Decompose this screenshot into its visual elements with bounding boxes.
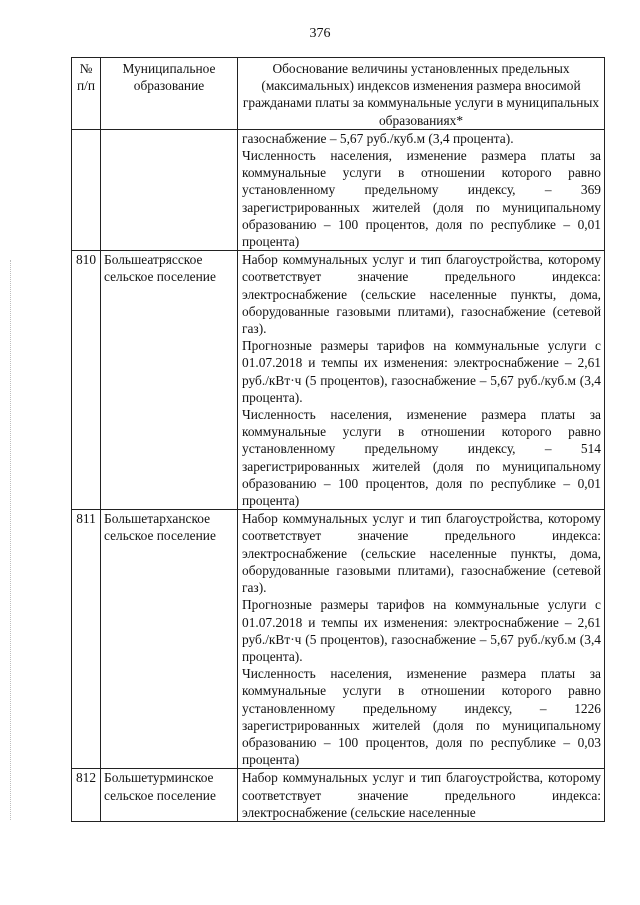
row-municipality: Большетурминское сельское поселение xyxy=(101,769,238,822)
header-justification: Обоснование величины установленных предельных (максимальных) индексов изменения размера вносимой гражданами платы за коммунальные услуги в муниципальных образованиях* xyxy=(238,58,605,130)
row-municipality: Большеатрясское сельское поселение xyxy=(101,251,238,510)
paragraph: Набор коммунальных услуг и тип благоустройства, которому соответствует значение предельного индекса: электроснабжение (сельские населенные xyxy=(242,770,601,820)
row-number xyxy=(72,129,101,250)
paragraph: газоснабжение – 5,67 руб./куб.м (3,4 процента). xyxy=(242,130,514,146)
paragraph: Набор коммунальных услуг и тип благоустройства, которому соответствует значение предельного индекса: электроснабжение (сельские населенные пункты, дома, оборудованные газовыми плитами), газоснабжение (сетевой газ). xyxy=(242,511,601,596)
paragraph: Численность населения, изменение размера платы за коммунальные услуги в отношении которого равно установленному предельному индексу, – 369 зарегистрированных жителей (доля по муниципальному образованию – 100 процентов, доля по республике – 0,01 процента) xyxy=(242,148,601,250)
row-municipality: Большетарханское сельское поселение xyxy=(101,510,238,769)
table-header-row xyxy=(72,58,605,130)
row-municipality xyxy=(101,129,238,250)
header-municipality: Муниципальное образование xyxy=(101,58,238,130)
row-justification xyxy=(238,769,605,822)
paragraph: Прогнозные размеры тарифов на коммунальные услуги с 01.07.2018 и темпы их изменения: электроснабжение – 2,61 руб./кВт·ч (5 процентов), газоснабжение – 5,67 руб./куб.м (3,4 процента). xyxy=(242,597,601,664)
page-number: 376 xyxy=(309,26,331,41)
table-row-continuation xyxy=(72,129,605,250)
table-row xyxy=(72,510,605,769)
table-row xyxy=(72,251,605,510)
row-number: 810 xyxy=(72,251,101,510)
tariff-index-table xyxy=(71,57,605,822)
row-justification xyxy=(238,251,605,510)
paragraph: Численность населения, изменение размера платы за коммунальные услуги в отношении которого равно установленному предельному индексу, – 514 зарегистрированных жителей (доля по муниципальному образованию – 100 процентов, доля по республике – 0,01 процента) xyxy=(242,407,601,509)
paragraph: Прогнозные размеры тарифов на коммунальные услуги с 01.07.2018 и темпы их изменения: электроснабжение – 2,61 руб./кВт·ч (5 процентов), газоснабжение – 5,67 руб./куб.м (3,4 процента). xyxy=(242,338,601,405)
row-justification xyxy=(238,129,605,250)
row-number: 811 xyxy=(72,510,101,769)
table-row xyxy=(72,769,605,822)
row-number: 812 xyxy=(72,769,101,822)
header-num: № п/п xyxy=(72,58,101,130)
row-justification xyxy=(238,510,605,769)
paragraph: Численность населения, изменение размера платы за коммунальные услуги в отношении которого равно установленному предельному индексу, – 1226 зарегистрированных жителей (доля по муниципальному образованию – 100 процентов, доля по республике – 0,03 процента) xyxy=(242,666,601,768)
binding-margin-marks xyxy=(10,260,13,820)
paragraph: Набор коммунальных услуг и тип благоустройства, которому соответствует значение предельного индекса: электроснабжение (сельские населенные пункты, дома, оборудованные газовыми плитами), газоснабжение (сетевой газ). xyxy=(242,252,601,337)
